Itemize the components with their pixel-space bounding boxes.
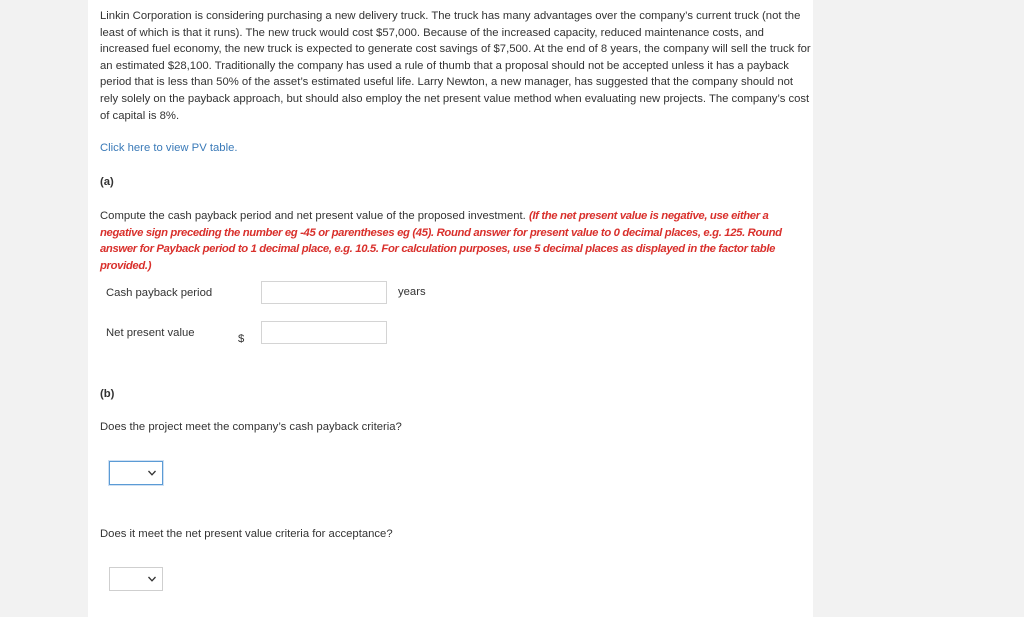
instruction-text: Compute the cash payback period and net present value of the proposed investment. <box>100 210 526 222</box>
npv-input[interactable] <box>261 321 387 344</box>
payback-unit: years <box>398 286 426 298</box>
part-a-instruction <box>100 208 806 274</box>
currency-symbol: $ <box>238 333 245 345</box>
question-panel <box>88 0 813 617</box>
problem-text: Linkin Corporation is considering purchasing a new delivery truck. The truck has many advantages over the company’s current truck (not the least of which is that it runs). The new truck would cost $57,000. Because of the increased capacity, reduced maintenance costs, and increased fuel economy, the new truck is expected to generate cost savings of $7,500. At the end of 8 years, the company will sell the truck for an estimated $28,100. Traditionally the company has used a rule of thumb that a proposal should not be accepted unless it has a payback period that is less than 50% of the asset’s estimated useful life. Larry Newton, a new manager, has suggested that the company should not rely solely on the payback approach, but should also employ the net present value method when evaluating new projects. The company’s cost of capital is 8%. <box>100 10 811 122</box>
chevron-down-icon <box>147 468 157 478</box>
npv-criteria-question: Does it meet the net present value criteria for acceptance? <box>100 528 393 540</box>
payback-label: Cash payback period <box>106 287 213 299</box>
part-b-label: (b) <box>100 388 115 400</box>
payback-criteria-select[interactable] <box>109 461 163 485</box>
pv-table-link[interactable]: Click here to view PV table. <box>100 142 238 154</box>
chevron-down-icon <box>147 574 157 584</box>
npv-criteria-select[interactable] <box>109 567 163 591</box>
npv-label: Net present value <box>106 327 195 339</box>
payback-criteria-question: Does the project meet the company’s cash payback criteria? <box>100 421 402 433</box>
payback-input[interactable] <box>261 281 387 304</box>
rounding-note: (If the net present value is negative, use either a negative sign preceding the number eg -45 or parentheses eg (45). Round answer for present value to 0 decimal places, e.g. 125. Round answer for Payback period to 1 decimal place, e.g. 10.5. For calculation purposes, use 5 decimal places as displayed in the factor table provided.) <box>100 210 782 272</box>
part-a-label: (a) <box>100 176 114 188</box>
